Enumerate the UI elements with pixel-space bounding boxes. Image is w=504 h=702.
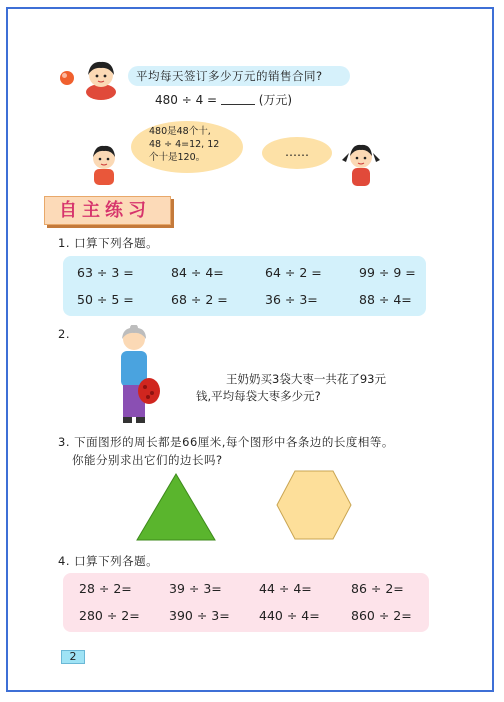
- q4-item: 28 ÷ 2=: [79, 581, 132, 596]
- q1-item: 68 ÷ 2 =: [171, 292, 228, 307]
- yellow-hexagon: [276, 470, 352, 540]
- formula-unit: (万元): [258, 93, 293, 107]
- girl-illustration: [78, 58, 124, 100]
- speech-bubble-explanation: [131, 121, 243, 173]
- q4-item: 390 ÷ 3=: [169, 608, 230, 623]
- q1-label: 1. 口算下列各题。: [58, 236, 159, 250]
- q1-item: 99 ÷ 9 =: [359, 265, 416, 280]
- q1-exercise-box: [63, 256, 426, 316]
- formula-expression: 480 ÷ 4 =: [155, 93, 218, 107]
- q4-item: 44 ÷ 4=: [259, 581, 312, 596]
- q3-label-line1: 3. 下面图形的周长都是66厘米,每个图形中各条边的长度相等。: [58, 435, 394, 449]
- q3-label-line2: 你能分别求出它们的边长吗?: [72, 453, 223, 467]
- speech-line: 480是48个十,: [149, 126, 211, 137]
- q4-item: 860 ÷ 2=: [351, 608, 412, 623]
- q4-item: 280 ÷ 2=: [79, 608, 140, 623]
- speech-line: 48 ÷ 4=12, 12: [149, 139, 220, 150]
- question-bubble: 平均每天签订多少万元的销售合同?: [128, 66, 350, 86]
- boy-illustration: [86, 143, 122, 185]
- grandma-illustration: [110, 325, 162, 429]
- pigtail-girl-illustration: [340, 140, 382, 186]
- q1-item: 64 ÷ 2 =: [265, 265, 322, 280]
- green-triangle: [136, 473, 216, 541]
- q1-item: 50 ÷ 5 =: [77, 292, 134, 307]
- page-number: 2: [61, 650, 85, 664]
- q4-item: 440 ÷ 4=: [259, 608, 320, 623]
- q1-item: 88 ÷ 4=: [359, 292, 412, 307]
- answer-blank: [221, 93, 255, 105]
- q1-item: 84 ÷ 4=: [171, 265, 224, 280]
- q2-text-line: 钱,平均每袋大枣多少元?: [196, 389, 321, 403]
- q1-item: 36 ÷ 3=: [265, 292, 318, 307]
- q4-exercise-box: [63, 573, 429, 632]
- intro-formula: [155, 91, 292, 108]
- q4-item: 86 ÷ 2=: [351, 581, 404, 596]
- q2-problem-text: [196, 371, 424, 405]
- q4-item: 39 ÷ 3=: [169, 581, 222, 596]
- q1-item: 63 ÷ 3 =: [77, 265, 134, 280]
- q2-text-line: 王奶奶买3袋大枣一共花了93元: [226, 372, 386, 386]
- q4-label: 4. 口算下列各题。: [58, 554, 159, 568]
- red-ball-icon: [59, 70, 75, 86]
- speech-bubble-ellipsis: ……: [262, 137, 332, 169]
- section-title: 自主练习: [44, 196, 171, 225]
- speech-line: 个十是120。: [149, 152, 206, 163]
- q2-label: 2.: [58, 327, 70, 341]
